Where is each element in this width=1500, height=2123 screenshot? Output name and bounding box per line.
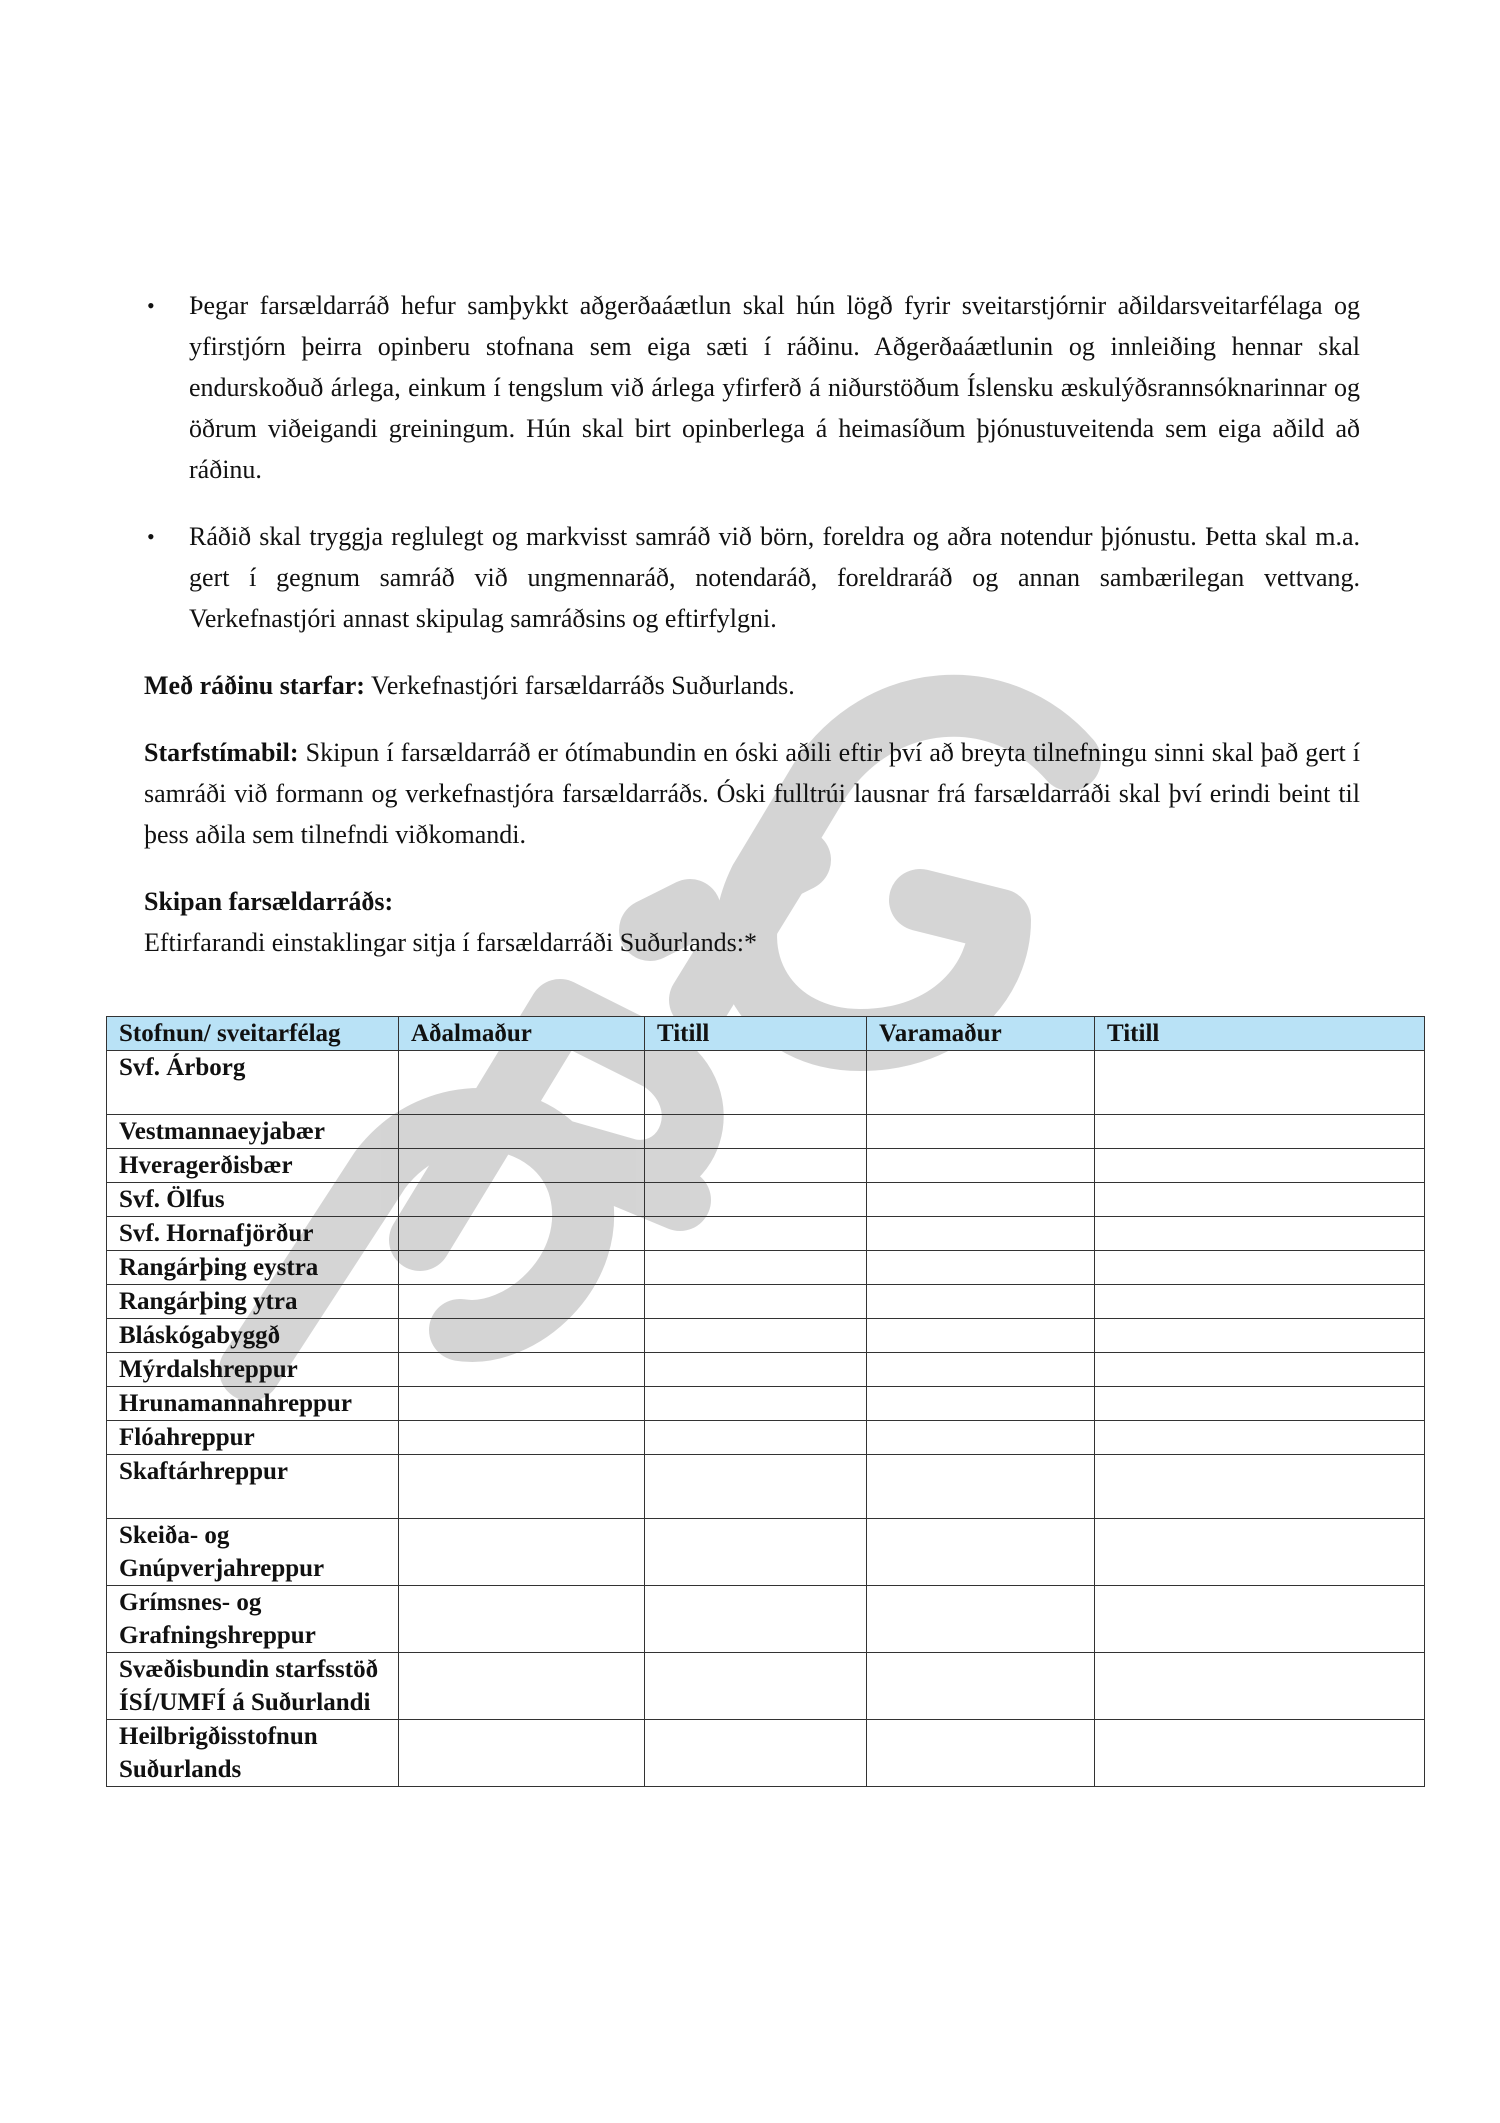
table-cell [867, 1217, 1095, 1251]
table-cell [399, 1421, 645, 1455]
table-cell [645, 1720, 867, 1787]
table-cell [1095, 1183, 1425, 1217]
table-cell-institution: Flóahreppur [107, 1421, 399, 1455]
table-cell [1095, 1653, 1425, 1720]
table-cell [399, 1455, 645, 1519]
table-cell-institution: Rangárþing eystra [107, 1251, 399, 1285]
table-cell [645, 1285, 867, 1319]
table-row [107, 1115, 1425, 1149]
table-cell [399, 1285, 645, 1319]
table-cell-institution: Svf. Árborg [107, 1051, 399, 1115]
table-cell [399, 1251, 645, 1285]
table-cell [645, 1421, 867, 1455]
table-cell [867, 1720, 1095, 1787]
table-cell-institution: Hrunamannahreppur [107, 1387, 399, 1421]
table-header-row [107, 1017, 1425, 1051]
table-cell [867, 1051, 1095, 1115]
table-cell [867, 1653, 1095, 1720]
table-cell [1095, 1421, 1425, 1455]
works-with-label: Með ráðinu starfar: [144, 671, 365, 700]
table-cell [399, 1653, 645, 1720]
table-cell [867, 1387, 1095, 1421]
document-body [144, 285, 1360, 985]
table-cell [1095, 1455, 1425, 1519]
table-row [107, 1217, 1425, 1251]
table-cell [645, 1217, 867, 1251]
term-paragraph [144, 732, 1360, 855]
table-cell [867, 1115, 1095, 1149]
bullet-item [144, 285, 1360, 490]
table-cell [867, 1519, 1095, 1586]
table-cell [1095, 1285, 1425, 1319]
table-cell-institution: Bláskógabyggð [107, 1319, 399, 1353]
table-cell [867, 1353, 1095, 1387]
table-cell [1095, 1149, 1425, 1183]
table-cell [645, 1519, 867, 1586]
table-row [107, 1586, 1425, 1653]
table-cell [1095, 1115, 1425, 1149]
table-cell-institution: Skeiða- og Gnúpverjahreppur [107, 1519, 399, 1586]
table-cell [867, 1586, 1095, 1653]
table-row [107, 1251, 1425, 1285]
table-cell [399, 1183, 645, 1217]
table-cell [867, 1421, 1095, 1455]
table-cell [645, 1251, 867, 1285]
bullet-text: Ráðið skal tryggja reglulegt og markvisst samráð við börn, foreldra og aðra notendur þjónustu. Þetta skal m.a. gert í gegnum samráð við ungmennaráð, notendaráð, foreldraráð og annan sambærilegan vettvang. Verkefnastjóri annast skipulag samráðsins og eftirfylgni. [189, 522, 1360, 633]
table-cell [1095, 1217, 1425, 1251]
table-row [107, 1421, 1425, 1455]
table-cell [645, 1319, 867, 1353]
table-row [107, 1183, 1425, 1217]
table-cell [645, 1455, 867, 1519]
table-cell-institution: Svf. Ölfus [107, 1183, 399, 1217]
table-cell [645, 1115, 867, 1149]
table-cell [399, 1353, 645, 1387]
term-label: Starfstímabil: [144, 738, 299, 767]
table-cell-institution: Svf. Hornafjörður [107, 1217, 399, 1251]
table-row [107, 1387, 1425, 1421]
table-cell [867, 1285, 1095, 1319]
table-cell [399, 1319, 645, 1353]
table-cell [399, 1217, 645, 1251]
table-cell-institution: Rangárþing ytra [107, 1285, 399, 1319]
table-cell [1095, 1251, 1425, 1285]
table-row [107, 1149, 1425, 1183]
bullet-icon: • [147, 293, 155, 318]
table-cell [645, 1149, 867, 1183]
table-cell [1095, 1319, 1425, 1353]
table-cell [645, 1353, 867, 1387]
council-members-table [106, 1016, 1425, 1787]
table-cell [399, 1519, 645, 1586]
table-row [107, 1051, 1425, 1115]
table-cell [645, 1387, 867, 1421]
table-cell-institution: Vestmannaeyjabær [107, 1115, 399, 1149]
table-cell [399, 1051, 645, 1115]
table-cell-institution: Heilbrigðisstofnun Suðurlands [107, 1720, 399, 1787]
table-cell [867, 1319, 1095, 1353]
table-cell [1095, 1586, 1425, 1653]
bullet-list [144, 285, 1360, 639]
header-title: Titill [645, 1017, 867, 1051]
table-cell [1095, 1051, 1425, 1115]
table-cell-institution: Grímsnes- og Grafningshreppur [107, 1586, 399, 1653]
table-cell [399, 1720, 645, 1787]
table-cell [867, 1149, 1095, 1183]
bullet-item [144, 516, 1360, 639]
table-row [107, 1720, 1425, 1787]
table-cell [645, 1183, 867, 1217]
table-row [107, 1519, 1425, 1586]
table-row [107, 1653, 1425, 1720]
header-alternate: Varamaður [867, 1017, 1095, 1051]
table-cell [1095, 1353, 1425, 1387]
works-with-text: Verkefnastjóri farsældarráðs Suðurlands. [364, 671, 795, 700]
composition-intro: Eftirfarandi einstaklingar sitja í farsældarráði Suðurlands:* [144, 928, 757, 957]
works-with-paragraph [144, 665, 1360, 706]
table-cell [399, 1586, 645, 1653]
table-cell-institution: Hveragerðisbær [107, 1149, 399, 1183]
composition-heading: Skipan farsældarráðs: [144, 887, 394, 916]
table-row [107, 1455, 1425, 1519]
table-cell [1095, 1387, 1425, 1421]
table-cell-institution: Skaftárhreppur [107, 1455, 399, 1519]
term-text: Skipun í farsældarráð er ótímabundin en óski aðili eftir því að breyta tilnefningu sinni skal það gert í samráði við formann og verkefnastjóra farsældarráðs. Óski fulltrúi lausnar frá farsældarráði skal því erindi beint til þess aðila sem tilnefndi viðkomandi. [144, 738, 1360, 849]
header-alternate-title: Titill [1095, 1017, 1425, 1051]
bullet-icon: • [147, 524, 155, 549]
header-institution: Stofnun/ sveitarfélag [107, 1017, 399, 1051]
table-cell-institution: Mýrdalshreppur [107, 1353, 399, 1387]
table-cell-institution: Svæðisbundin starfsstöð ÍSÍ/UMFÍ á Suðurlandi [107, 1653, 399, 1720]
table-row [107, 1285, 1425, 1319]
table-cell [399, 1115, 645, 1149]
table-cell [399, 1149, 645, 1183]
table-row [107, 1319, 1425, 1353]
table-cell [867, 1251, 1095, 1285]
table-cell [645, 1586, 867, 1653]
table-cell [867, 1183, 1095, 1217]
table-row [107, 1353, 1425, 1387]
header-main-member: Aðalmaður [399, 1017, 645, 1051]
table-cell [399, 1387, 645, 1421]
table-cell [1095, 1519, 1425, 1586]
table-cell [645, 1051, 867, 1115]
table-cell [867, 1455, 1095, 1519]
table-cell [645, 1653, 867, 1720]
table-cell [1095, 1720, 1425, 1787]
bullet-text: Þegar farsældarráð hefur samþykkt aðgerðaáætlun skal hún lögð fyrir sveitarstjórnir aðildarsveitarfélaga og yfirstjórn þeirra opinberu stofnana sem eiga sæti í ráðinu. Aðgerðaáætlunin og innleiðing hennar skal endurskoðuð árlega, einkum í tengslum við árlega yfirferð á niðurstöðum Íslensku æskulýðsrannsóknarinnar og öðrum viðeigandi greiningum. Hún skal birt opinberlega á heimasíðum þjónustuveitenda sem eiga aðild að ráðinu. [189, 291, 1360, 484]
